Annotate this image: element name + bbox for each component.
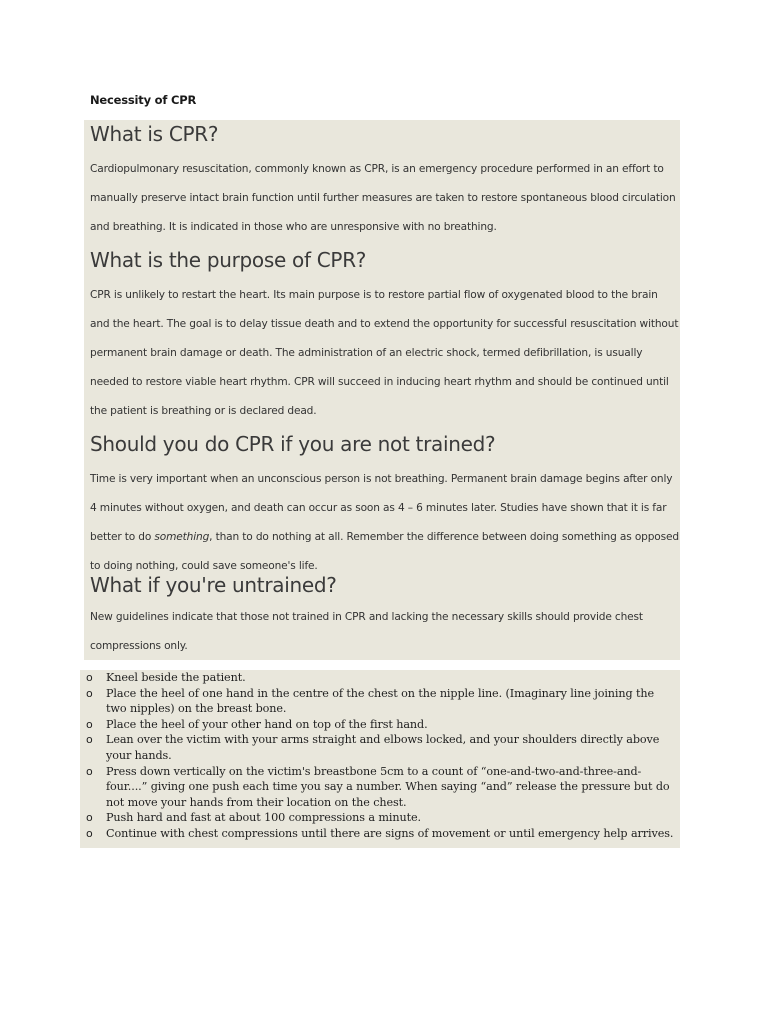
section-heading: What is CPR? [90, 122, 219, 146]
bullet-icon: o [86, 717, 93, 731]
emphasized-word: something [154, 531, 210, 543]
list-item-text: Continue with chest compressions until there are signs of movement or until emergency help arrives. [106, 826, 674, 840]
section-paragraph [90, 465, 680, 581]
section-heading: Should you do CPR if you are not trained? [90, 432, 496, 456]
list-item [80, 826, 680, 842]
paragraph-text: Time is very important when an unconscious person is not breathing. Permanent brain damage begins after only 4 minutes without oxygen, and death can occur as soon as 4 – 6 minutes later. Studies have shown that it is far better to do [90, 473, 673, 543]
bullet-icon: o [86, 826, 93, 840]
cpr-steps-list [80, 670, 680, 848]
list-item [80, 732, 680, 763]
list-item-text: Kneel beside the patient. [106, 671, 246, 684]
list-item-text: Place the heel of one hand in the centre of the chest on the nipple line. (Imaginary line joining the two nipples) on the breast bone. [106, 686, 655, 716]
section-paragraph: Cardiopulmonary resuscitation, commonly known as CPR, is an emergency procedure performed in an effort to manually preserve intact brain function until further measures are taken to restore spontaneous blood circulation and breathing. It is indicated in those who are unresponsive with no breathing. [90, 163, 676, 233]
list-item [80, 717, 680, 733]
bullet-icon: o [86, 686, 93, 700]
section-paragraph: CPR is unlikely to restart the heart. Its main purpose is to restore partial flow of oxygenated blood to the brain and the heart. The goal is to delay tissue death and to extend the opportunity for successful resuscitation without permanent brain damage or death. The administration of an electric shock, termed defibrillation, is usually needed to restore viable heart rhythm. CPR will succeed in inducing heart rhythm and should be continued until the patient is breathing or is declared dead. [90, 289, 679, 417]
section-paragraph: New guidelines indicate that those not trained in CPR and lacking the necessary skills should provide chest compressions only. [90, 611, 643, 652]
section-heading: What if you're untrained? [90, 573, 337, 597]
list-item-text: Press down vertically on the victim's breastbone 5cm to a count of “one-and-two-and-three-and-four....” giving one push each time you say a number. When saying “and” release the pressure but do not move your hands from their location on the chest. [106, 764, 670, 809]
section-purpose-of-cpr [90, 247, 680, 426]
bullet-icon: o [86, 764, 93, 778]
list-item-text: Lean over the victim with your arms straight and elbows locked, and your shoulders directly above your hands. [106, 733, 660, 762]
list-item [80, 810, 680, 826]
section-untrained [90, 572, 680, 661]
section-not-trained [90, 431, 680, 581]
list-item [80, 764, 680, 811]
list-item [80, 670, 680, 686]
bullet-icon: o [86, 733, 93, 747]
list-item [80, 686, 680, 717]
list-item-text: Push hard and fast at about 100 compressions a minute. [106, 811, 421, 825]
section-what-is-cpr [90, 121, 680, 242]
section-heading: What is the purpose of CPR? [90, 248, 367, 272]
bullet-icon: o [86, 671, 93, 684]
bullet-icon: o [86, 811, 93, 825]
list-item-text: Place the heel of your other hand on top of the first hand. [106, 717, 428, 731]
document-title: Necessity of CPR [90, 93, 197, 107]
paragraph-text: , than to do nothing at all. Remember the difference between doing something as opposed to doing nothing, could save someone's life. [90, 531, 679, 572]
